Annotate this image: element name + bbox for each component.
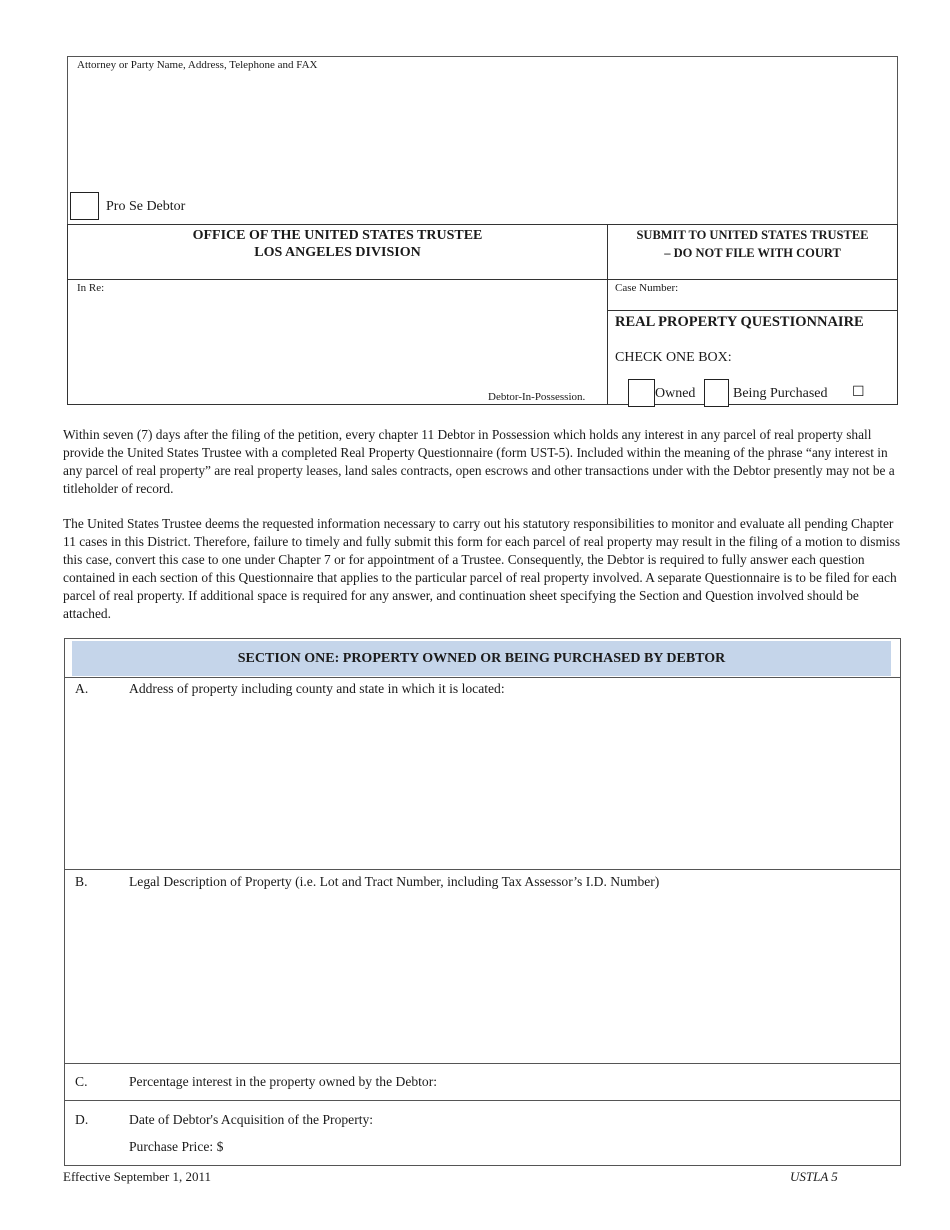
row-a-letter: A.	[75, 681, 89, 696]
check-one-label: CHECK ONE BOX:	[615, 350, 732, 365]
being-purchased-label: Being Purchased	[733, 386, 828, 401]
effective-date: Effective September 1, 2011	[63, 1169, 212, 1184]
case-number-label: Case Number:	[615, 282, 679, 294]
row-c-question: Percentage interest in the property owned by the Debtor:	[129, 1074, 438, 1089]
form-code: USTLA 5	[790, 1169, 838, 1184]
submit-notice-line2: – DO NOT FILE WITH COURT	[664, 246, 841, 260]
form-title: REAL PROPERTY QUESTIONNAIRE	[615, 314, 864, 330]
submit-notice-line1: SUBMIT TO UNITED STATES TRUSTEE	[636, 228, 869, 242]
attorney-box	[67, 56, 898, 225]
pro-se-checkbox[interactable]	[70, 192, 99, 220]
row-b-divider	[64, 869, 901, 870]
row-d-letter: D.	[75, 1112, 89, 1127]
purchase-price-label: Purchase Price: $	[129, 1139, 224, 1154]
row-d-question: Date of Debtor's Acquisition of the Property:	[129, 1112, 374, 1127]
row-b-question: Legal Description of Property (i.e. Lot and Tract Number, including Tax Assessor’s I.D. Number)	[129, 874, 660, 889]
office-title-line2: LOS ANGELES DIVISION	[254, 245, 421, 260]
row-c-letter: C.	[75, 1074, 88, 1089]
office-title-line1: OFFICE OF THE UNITED STATES TRUSTEE	[192, 228, 483, 243]
row-d-divider	[64, 1100, 901, 1101]
row-b-letter: B.	[75, 874, 88, 889]
intro-paragraph-2: The United States Trustee deems the requested information necessary to carry out his statutory responsibilities to monitor and evaluate all pending Chapter 11 cases in this District. Therefore, failure to timely and fully submit this form for each parcel of real property may result in the filing of a motion to dismiss this case, convert this case to one under Chapter 7 or for appointment of a Trustee. Consequently, the Debtor is required to fully answer each question contained in each section of this Questionnaire that applies to the particular parcel of real property involved. A separate Questionnaire is to be filed for each parcel of real property. If additional space is required for any answer, and continuation sheet specifying the Section and Question involved should be attached.	[63, 516, 901, 621]
row-a-divider	[64, 677, 901, 678]
being-purchased-checkbox[interactable]	[704, 379, 729, 407]
owned-label: Owned	[655, 386, 696, 401]
in-re-label: In Re:	[77, 282, 105, 294]
pro-se-label: Pro Se Debtor	[106, 199, 186, 214]
attorney-label: Attorney or Party Name, Address, Telephone and FAX	[77, 59, 318, 71]
in-re-box	[67, 279, 608, 405]
row-c-divider	[64, 1063, 901, 1064]
section-one-title: SECTION ONE: PROPERTY OWNED OR BEING PURCHASED BY DEBTOR	[237, 651, 726, 666]
row-a-question: Address of property including county and state in which it is located:	[129, 681, 505, 696]
intro-paragraph-1: Within seven (7) days after the filing of the petition, every chapter 11 Debtor in Possession which holds any interest in any parcel of real property shall provide the United States Trustee with a completed Real Property Questionnaire (form UST-5). Included within the meaning of the phrase “any interest in any parcel of real property” are real property leases, land sales contracts, open escrows and other transactions under with the Debtor presently may not be a titleholder of record.	[63, 427, 895, 496]
debtor-in-possession-label: Debtor-In-Possession.	[488, 391, 586, 403]
being-purchased-small-box[interactable]: ☐	[852, 385, 865, 400]
owned-checkbox[interactable]	[628, 379, 655, 407]
